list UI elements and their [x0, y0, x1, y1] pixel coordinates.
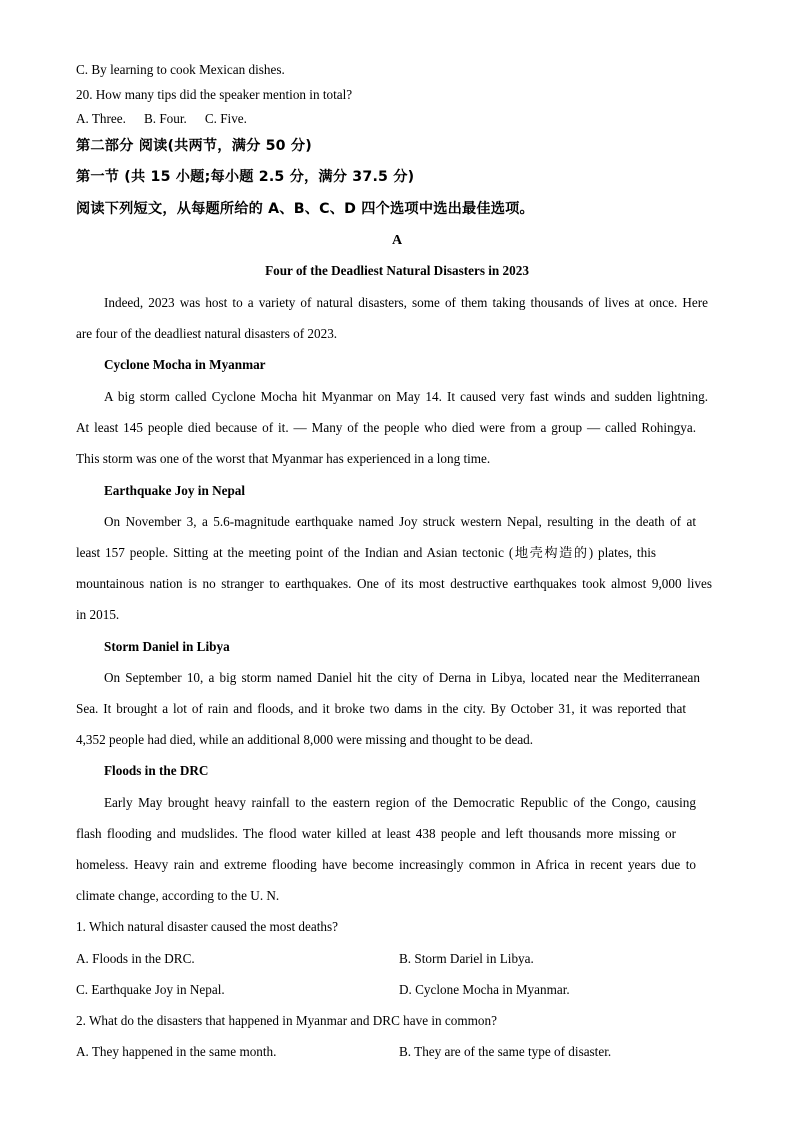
intro-line-2: are four of the deadliest natural disasters of 2023. — [76, 326, 338, 341]
q20-option-a: A. Three. — [76, 111, 126, 126]
q19-option-c: C. By learning to cook Mexican dishes. — [76, 62, 285, 77]
storm-line-2: Sea. It brought a lot of rain and floods, and it broke two dams in the city. By October 31, it was reported that — [76, 701, 686, 716]
reading-instruction: 阅读下列短文，从每题所给的 A、B、C、D 四个选项中选出最佳选项。 — [76, 201, 534, 217]
q1-question: 1. Which natural disaster caused the most deaths? — [76, 919, 338, 934]
section-heading-earthquake: Earthquake Joy in Nepal — [104, 483, 246, 498]
intro-line-1: Indeed, 2023 was host to a variety of natural disasters, some of them taking thousands of lives at once. Here — [104, 295, 708, 310]
q20-options — [76, 110, 718, 128]
q1-option-d: D. Cyclone Mocha in Myanmar. — [399, 982, 570, 997]
q20-option-c: C. Five. — [204, 111, 247, 126]
floods-line-1: Early May brought heavy rainfall to the eastern region of the Democratic Republic of the Congo, causing — [104, 795, 696, 810]
q2-question: 2. What do the disasters that happened in Myanmar and DRC have in common? — [76, 1013, 497, 1028]
section-one-title: 第一节 (共 15 小题;每小题 2.5 分，满分 37.5 分) — [76, 169, 415, 185]
cyclone-line-1: A big storm called Cyclone Mocha hit Myanmar on May 14. It caused very fast winds and sudden lightning. — [104, 389, 708, 404]
q1-option-a: A. Floods in the DRC. — [76, 951, 195, 966]
cyclone-line-3: This storm was one of the worst that Myanmar has experienced in a long time. — [76, 451, 491, 466]
storm-line-3: 4,352 people had died, while an additional 8,000 were missing and thought to be dead. — [76, 732, 534, 747]
floods-line-4: climate change, according to the U. N. — [76, 888, 280, 903]
section-heading-cyclone: Cyclone Mocha in Myanmar — [104, 357, 266, 372]
q20-question: 20. How many tips did the speaker mention in total? — [76, 87, 353, 102]
q2-option-a: A. They happened in the same month. — [76, 1044, 277, 1059]
passage-title: Four of the Deadliest Natural Disasters in 2023 — [265, 263, 529, 278]
q1-option-c: C. Earthquake Joy in Nepal. — [76, 982, 225, 997]
section-heading-floods: Floods in the DRC — [104, 763, 209, 778]
earthquake-line-1: On November 3, a 5.6-magnitude earthquake named Joy struck western Nepal, resulting in the death of at — [104, 514, 696, 529]
passage-letter: A — [391, 233, 403, 248]
earthquake-line-3: mountainous nation is no stranger to earthquakes. One of its most destructive earthquakes took almost 9,000 lives — [76, 576, 712, 591]
part-two-title: 第二部分 阅读(共两节，满分 50 分) — [76, 138, 312, 154]
section-heading-storm: Storm Daniel in Libya — [104, 639, 230, 654]
q20-option-b: B. Four. — [143, 111, 187, 126]
q2-option-b: B. They are of the same type of disaster. — [399, 1044, 612, 1059]
storm-line-1: On September 10, a big storm named Daniel hit the city of Derna in Libya, located near the Mediterranean — [104, 670, 700, 685]
earthquake-line-2: least 157 people. Sitting at the meeting point of the Indian and Asian tectonic (地壳构造的) plates, this — [76, 545, 656, 560]
q1-option-b: B. Storm Dariel in Libya. — [399, 951, 534, 966]
cyclone-line-2: At least 145 people died because of it. — Many of the people who died were from a group — called Rohingya. — [76, 420, 696, 435]
floods-line-3: homeless. Heavy rain and extreme flooding have become increasingly common in Africa in recent years due to — [76, 857, 696, 872]
earthquake-line-4: in 2015. — [76, 607, 120, 622]
floods-line-2: flash flooding and mudslides. The flood water killed at least 438 people and left thousands more missing or — [76, 826, 676, 841]
